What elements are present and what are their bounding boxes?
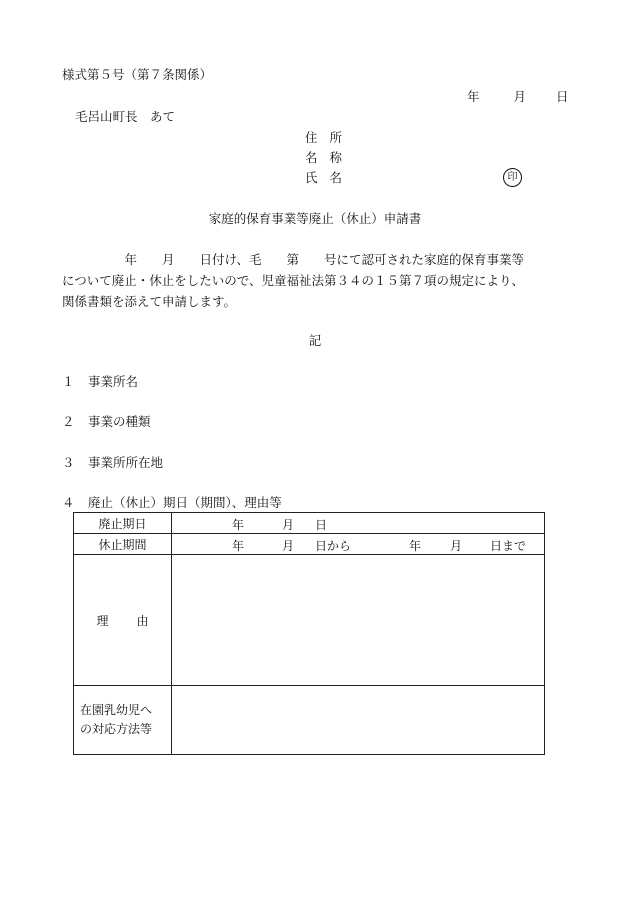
suspend-period-field[interactable] — [172, 534, 545, 555]
item-label: 事業所名 — [88, 374, 139, 389]
suspend-from-month: 月 — [282, 539, 295, 553]
date-day: 日 — [556, 89, 569, 104]
applicant-address-row — [305, 130, 345, 146]
abolish-day: 日 — [315, 518, 328, 532]
suspend-from-year: 年 — [232, 539, 245, 553]
body-line-2: について廃止・休止をしたいので、児童福祉法第３４の１５第７項の規定により、 — [62, 273, 525, 288]
item-business-type — [62, 414, 151, 430]
support-label-line-2: の対応方法等 — [80, 722, 153, 736]
suspend-to-day: 日まで — [490, 539, 527, 553]
item-label: 事業の種類 — [88, 414, 151, 429]
seal-mark: 印 — [503, 168, 522, 187]
abolish-date-label: 廃止期日 — [74, 513, 172, 534]
suspend-period-label: 休止期間 — [74, 534, 172, 555]
item-label: 事業所所在地 — [88, 455, 164, 470]
application-date — [467, 89, 569, 105]
body-text — [62, 249, 574, 312]
support-label-line-1: 在園乳幼児へ — [80, 703, 153, 717]
corp-label-1: 名 — [305, 150, 318, 165]
body-line-3: 関係書類を添えて申請します。 — [62, 294, 237, 309]
document-title: 家庭的保育事業等廃止（休止）申請書 — [208, 211, 422, 226]
reason-label — [74, 555, 172, 686]
suspend-period-row — [74, 534, 545, 555]
closure-details-table — [73, 512, 545, 755]
date-year: 年 — [467, 89, 480, 104]
support-label — [74, 686, 172, 755]
name-label-1: 氏 — [305, 170, 318, 185]
item-number: １ — [62, 374, 75, 389]
date-month: 月 — [513, 89, 527, 104]
item-number: ３ — [62, 455, 75, 470]
reason-field[interactable] — [172, 555, 545, 686]
item-closure-details — [62, 495, 282, 511]
item-office-name — [62, 374, 138, 390]
form-number: 様式第５号（第７条関係） — [62, 67, 213, 82]
abolish-date-row — [74, 513, 545, 534]
item-label: 廃止（休止）期日（期間）、理由等 — [88, 495, 282, 510]
suspend-to-month: 月 — [450, 539, 463, 553]
abolish-month: 月 — [282, 518, 295, 532]
item-number: ２ — [62, 414, 75, 429]
address-label-1: 住 — [305, 130, 318, 145]
applicant-name-row — [305, 170, 345, 186]
reason-label-1: 理 — [96, 613, 109, 628]
applicant-corp-row — [305, 150, 345, 166]
item-number: ４ — [62, 495, 75, 510]
corp-label-2: 称 — [329, 150, 343, 165]
address-label-2: 所 — [329, 130, 343, 145]
addressee: 毛呂山町長 あて — [75, 109, 176, 124]
reason-label-2: 由 — [136, 613, 149, 628]
reason-row — [74, 555, 545, 686]
support-row — [74, 686, 545, 755]
ki-heading: 記 — [308, 333, 322, 348]
body-line-1: 年 月 日付け、毛 第 号にて認可された家庭的保育事業等 — [62, 252, 525, 267]
abolish-year: 年 — [232, 518, 245, 532]
support-field[interactable] — [172, 686, 545, 755]
suspend-from-day: 日から — [315, 539, 352, 553]
abolish-date-field[interactable] — [172, 513, 545, 534]
name-label-2: 名 — [329, 170, 343, 185]
suspend-to-year: 年 — [409, 539, 422, 553]
item-office-location — [62, 455, 163, 471]
